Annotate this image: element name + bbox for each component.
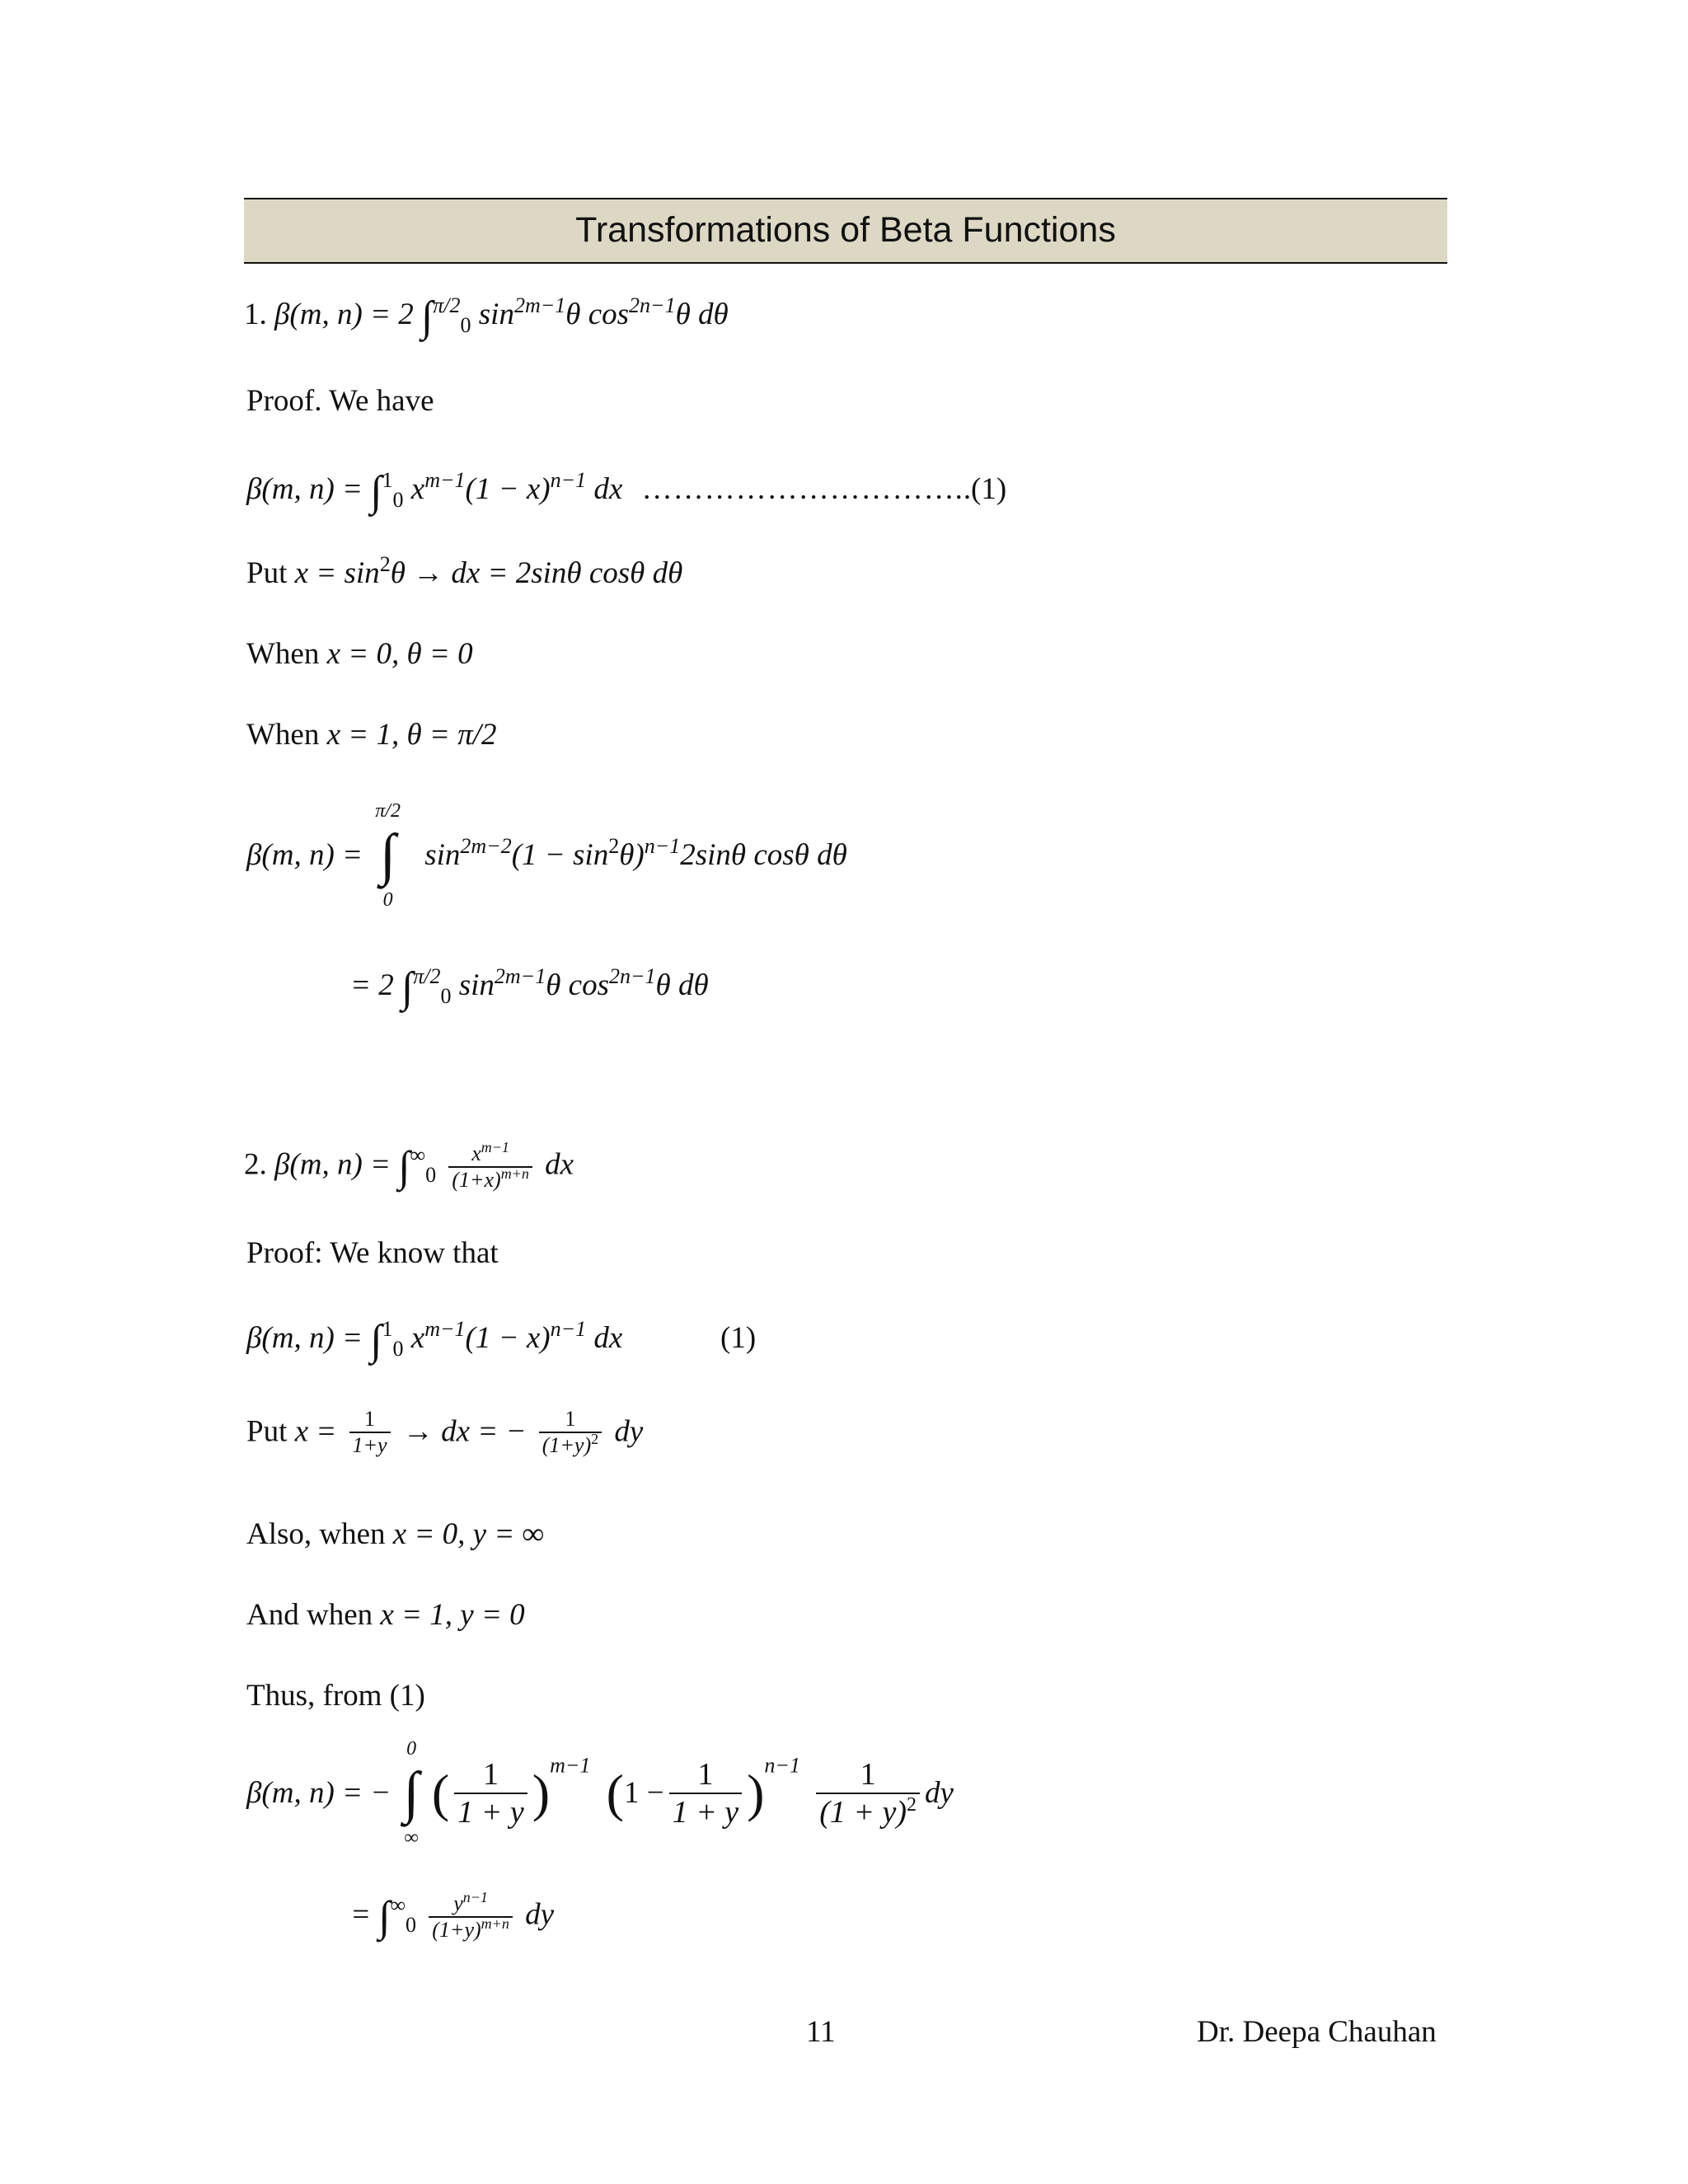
- section1-eq2: β(m, n) = π/2 ∫ 0 $\sin^{2m-2}(1 - \sin^2\theta)^{n-1}2\sin\theta$ cosθ dθ: [246, 800, 847, 911]
- substitution-1: Put $x = \sin^2\theta$ → dx = 2sinθ cosθ dθ: [246, 552, 683, 590]
- page-number: 11: [806, 2015, 836, 2049]
- integral-sign: ∫: [421, 293, 434, 340]
- proof-line-2: Proof: We know that: [246, 1236, 499, 1270]
- fraction: $\frac{x^{m-1}}{(1+x)^{m+n}}$: [448, 1141, 532, 1193]
- title-bar: [244, 198, 1447, 264]
- section2-eq2: β(m, n) = − 0 ∫ ∞ ( $\frac{1}{1 + y}$ )$^{m-1}$ (1 − $\frac{1}{1 + y}$ )$^{n-1}$ $\frac{1}{(1 + y)^2}$ dy: [246, 1738, 954, 1849]
- limit-condition-2: When x = 1, θ = π/2: [246, 718, 497, 752]
- equation-tag-1: (1): [971, 472, 1007, 506]
- page-title: Transformations of Beta Functions: [575, 210, 1116, 250]
- author-name: Dr. Deepa Chauhan: [1197, 2015, 1437, 2049]
- section1-eq3: = 2 ∫$^{\pi/2}_0$ $\sin^{2m-1}\theta$ $\cos^{2n-1}\theta$ dθ: [350, 964, 709, 1011]
- definite-integral: π/2 ∫ 0: [375, 800, 401, 911]
- section2-statement: 2. β(m, $n) = \int^\infty_0$ $\frac{x^{m-1}}{(1+x)^{m+n}}$ dx: [244, 1139, 574, 1192]
- thus-line: Thus, from (1): [246, 1679, 425, 1713]
- limit-condition-4: And when x = 1, y = 0: [246, 1598, 525, 1632]
- limit-condition-1: When x = 0, θ = 0: [246, 637, 473, 671]
- equation-tag-2: (1): [720, 1321, 757, 1355]
- limit-condition-3: Also, when x = 0, y = ∞: [246, 1517, 544, 1551]
- section1-eq1: β(m, n) = ∫$^1_0$ $x^{m-1}(1 - x)^{n-1}$ dx …………………………..: [246, 468, 973, 515]
- section1-statement: 1. β(m, n) = 2 ∫$^{\pi/2}_0$ $\sin^{2m-1}\theta$ $\cos^{2n-1}\theta$ dθ: [244, 293, 729, 340]
- proof-line-1: Proof. We have: [246, 384, 434, 418]
- substitution-2: Put x = $\frac{1}{1+y}$ → dx = − $\frac{1}{(1+y)^2}$ dy: [246, 1406, 644, 1457]
- section2-eq3: = $\int^\infty_0$ $\frac{y^{n-1}}{(1+y)^{m+n}}$ dy: [350, 1889, 555, 1942]
- section2-eq1: β(m, n) = ∫$^1_0$ $x^{m-1}(1 - x)^{n-1}$ dx: [246, 1317, 623, 1364]
